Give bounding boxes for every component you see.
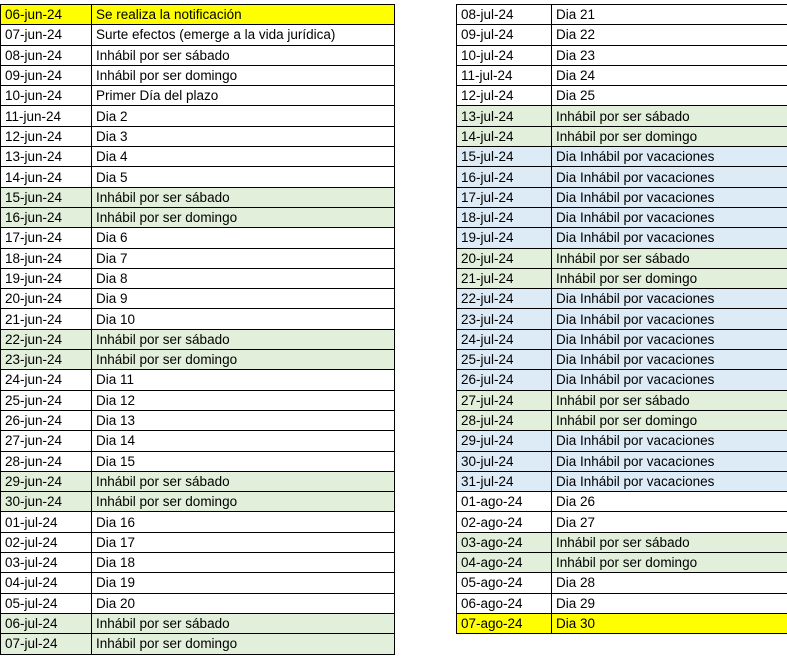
table-row [1, 207, 395, 227]
table-row [1, 410, 395, 430]
date-cell: 25-jul-24 [457, 350, 552, 370]
description-cell: Dia 22 [552, 25, 787, 45]
description-cell: Dia Inhábil por vacaciones [552, 228, 787, 248]
description-cell: Dia 29 [552, 593, 787, 613]
table-row [1, 431, 395, 451]
table-row [1, 65, 395, 85]
date-cell: 10-jul-24 [457, 45, 552, 65]
table-row [1, 147, 395, 167]
description-cell: Inhábil por ser domingo [92, 634, 395, 654]
date-cell: 08-jul-24 [457, 5, 552, 25]
table-row [1, 329, 395, 349]
description-cell: Surte efectos (emerge a la vida jurídica) [92, 25, 395, 45]
description-cell: Dia Inhábil por vacaciones [552, 451, 787, 471]
description-cell: Dia Inhábil por vacaciones [552, 289, 787, 309]
date-cell: 13-jul-24 [457, 106, 552, 126]
date-cell: 15-jul-24 [457, 147, 552, 167]
date-cell: 11-jun-24 [1, 106, 92, 126]
date-cell: 17-jun-24 [1, 228, 92, 248]
date-cell: 14-jun-24 [1, 167, 92, 187]
table-row [457, 147, 787, 167]
description-cell: Inhábil por ser sábado [92, 613, 395, 633]
date-cell: 24-jul-24 [457, 329, 552, 349]
table-row [1, 106, 395, 126]
date-cell: 19-jun-24 [1, 268, 92, 288]
date-cell: 14-jul-24 [457, 126, 552, 146]
date-cell: 01-jul-24 [1, 512, 92, 532]
table-row [1, 248, 395, 268]
date-cell: 11-jul-24 [457, 65, 552, 85]
table-row [457, 532, 787, 552]
table-row [1, 613, 395, 633]
table-row [457, 65, 787, 85]
date-cell: 25-jun-24 [1, 390, 92, 410]
left-table-body [1, 5, 395, 655]
date-cell: 31-jul-24 [457, 471, 552, 491]
date-cell: 26-jul-24 [457, 370, 552, 390]
date-cell: 21-jun-24 [1, 309, 92, 329]
description-cell: Dia 11 [92, 370, 395, 390]
description-cell: Inhábil por ser domingo [92, 65, 395, 85]
table-row [1, 573, 395, 593]
description-cell: Dia Inhábil por vacaciones [552, 207, 787, 227]
date-cell: 20-jun-24 [1, 289, 92, 309]
description-cell: Inhábil por ser sábado [92, 329, 395, 349]
description-cell: Dia Inhábil por vacaciones [552, 431, 787, 451]
description-cell: Dia 23 [552, 45, 787, 65]
date-cell: 21-jul-24 [457, 268, 552, 288]
description-cell: Inhábil por ser domingo [92, 350, 395, 370]
table-row [1, 228, 395, 248]
table-row [457, 329, 787, 349]
description-cell: Dia 26 [552, 492, 787, 512]
date-cell: 05-jul-24 [1, 593, 92, 613]
description-cell: Dia 17 [92, 532, 395, 552]
right-table-body [457, 5, 787, 634]
description-cell: Inhábil por ser domingo [552, 126, 787, 146]
date-cell: 24-jun-24 [1, 370, 92, 390]
date-cell: 28-jul-24 [457, 410, 552, 430]
table-row [1, 532, 395, 552]
right-calendar-table [456, 4, 787, 634]
description-cell: Dia Inhábil por vacaciones [552, 370, 787, 390]
table-row [457, 167, 787, 187]
date-cell: 03-ago-24 [457, 532, 552, 552]
table-row [457, 45, 787, 65]
description-cell: Dia 13 [92, 410, 395, 430]
date-cell: 18-jul-24 [457, 207, 552, 227]
table-row [457, 5, 787, 25]
description-cell: Dia 14 [92, 431, 395, 451]
description-cell: Dia 16 [92, 512, 395, 532]
date-cell: 23-jun-24 [1, 350, 92, 370]
description-cell: Inhábil por ser sábado [552, 106, 787, 126]
description-cell: Dia 7 [92, 248, 395, 268]
table-row [457, 187, 787, 207]
table-row [1, 45, 395, 65]
date-cell: 22-jun-24 [1, 329, 92, 349]
date-cell: 27-jul-24 [457, 390, 552, 410]
table-row [457, 228, 787, 248]
table-row [457, 289, 787, 309]
table-row [1, 634, 395, 654]
description-cell: Inhábil por ser sábado [92, 471, 395, 491]
description-cell: Inhábil por ser domingo [552, 410, 787, 430]
date-cell: 23-jul-24 [457, 309, 552, 329]
date-cell: 01-ago-24 [457, 492, 552, 512]
table-row [457, 512, 787, 532]
table-row [457, 593, 787, 613]
table-row [1, 593, 395, 613]
table-row [1, 451, 395, 471]
description-cell: Dia 10 [92, 309, 395, 329]
description-cell: Dia 5 [92, 167, 395, 187]
table-row [457, 471, 787, 491]
table-row [457, 126, 787, 146]
date-cell: 05-ago-24 [457, 573, 552, 593]
description-cell: Dia 21 [552, 5, 787, 25]
table-row [1, 126, 395, 146]
date-cell: 07-ago-24 [457, 613, 552, 633]
date-cell: 18-jun-24 [1, 248, 92, 268]
description-cell: Dia 9 [92, 289, 395, 309]
description-cell: Inhábil por ser sábado [552, 248, 787, 268]
table-row [457, 248, 787, 268]
date-cell: 12-jun-24 [1, 126, 92, 146]
date-cell: 04-jul-24 [1, 573, 92, 593]
date-cell: 08-jun-24 [1, 45, 92, 65]
date-cell: 04-ago-24 [457, 553, 552, 573]
date-cell: 19-jul-24 [457, 228, 552, 248]
description-cell: Dia 2 [92, 106, 395, 126]
date-cell: 06-jul-24 [1, 613, 92, 633]
date-cell: 15-jun-24 [1, 187, 92, 207]
description-cell: Inhábil por ser sábado [552, 532, 787, 552]
description-cell: Dia 8 [92, 268, 395, 288]
description-cell: Inhábil por ser domingo [552, 268, 787, 288]
table-row [457, 309, 787, 329]
table-row [1, 25, 395, 45]
table-row [1, 5, 395, 25]
description-cell: Dia 4 [92, 147, 395, 167]
table-row [1, 390, 395, 410]
description-cell: Dia 6 [92, 228, 395, 248]
description-cell: Se realiza la notificación [92, 5, 395, 25]
date-cell: 28-jun-24 [1, 451, 92, 471]
description-cell: Dia 28 [552, 573, 787, 593]
table-row [1, 289, 395, 309]
table-row [457, 370, 787, 390]
description-cell: Inhábil por ser sábado [92, 45, 395, 65]
description-cell: Dia 27 [552, 512, 787, 532]
date-cell: 13-jun-24 [1, 147, 92, 167]
date-cell: 30-jul-24 [457, 451, 552, 471]
description-cell: Dia 3 [92, 126, 395, 146]
description-cell: Dia Inhábil por vacaciones [552, 350, 787, 370]
table-row [457, 390, 787, 410]
table-row [1, 370, 395, 390]
description-cell: Dia 18 [92, 553, 395, 573]
description-cell: Dia Inhábil por vacaciones [552, 167, 787, 187]
date-cell: 02-ago-24 [457, 512, 552, 532]
table-row [457, 492, 787, 512]
description-cell: Dia 12 [92, 390, 395, 410]
date-cell: 22-jul-24 [457, 289, 552, 309]
description-cell: Inhábil por ser domingo [92, 492, 395, 512]
description-cell: Dia 24 [552, 65, 787, 85]
table-row [457, 451, 787, 471]
date-cell: 17-jul-24 [457, 187, 552, 207]
date-cell: 06-jun-24 [1, 5, 92, 25]
description-cell: Dia Inhábil por vacaciones [552, 147, 787, 167]
description-cell: Dia 20 [92, 593, 395, 613]
left-calendar-table [0, 4, 395, 655]
description-cell: Dia 30 [552, 613, 787, 633]
table-row [457, 410, 787, 430]
table-row [457, 207, 787, 227]
table-row [457, 106, 787, 126]
table-row [457, 350, 787, 370]
table-row [1, 492, 395, 512]
description-cell: Dia Inhábil por vacaciones [552, 329, 787, 349]
table-row [1, 86, 395, 106]
date-cell: 29-jul-24 [457, 431, 552, 451]
date-cell: 09-jun-24 [1, 65, 92, 85]
description-cell: Primer Día del plazo [92, 86, 395, 106]
date-cell: 07-jun-24 [1, 25, 92, 45]
table-row [1, 167, 395, 187]
table-row [1, 512, 395, 532]
table-row [457, 86, 787, 106]
table-row [1, 309, 395, 329]
description-cell: Dia Inhábil por vacaciones [552, 309, 787, 329]
table-row [457, 553, 787, 573]
date-cell: 30-jun-24 [1, 492, 92, 512]
date-cell: 10-jun-24 [1, 86, 92, 106]
date-cell: 02-jul-24 [1, 532, 92, 552]
table-row [457, 613, 787, 633]
table-row [1, 350, 395, 370]
table-row [1, 471, 395, 491]
table-row [457, 25, 787, 45]
date-cell: 09-jul-24 [457, 25, 552, 45]
date-cell: 29-jun-24 [1, 471, 92, 491]
date-cell: 27-jun-24 [1, 431, 92, 451]
date-cell: 06-ago-24 [457, 593, 552, 613]
date-cell: 03-jul-24 [1, 553, 92, 573]
table-row [457, 431, 787, 451]
description-cell: Dia 19 [92, 573, 395, 593]
table-row [1, 553, 395, 573]
date-cell: 16-jul-24 [457, 167, 552, 187]
description-cell: Dia 25 [552, 86, 787, 106]
description-cell: Dia Inhábil por vacaciones [552, 471, 787, 491]
description-cell: Inhábil por ser sábado [92, 187, 395, 207]
description-cell: Inhábil por ser sábado [552, 390, 787, 410]
description-cell: Dia 15 [92, 451, 395, 471]
date-cell: 12-jul-24 [457, 86, 552, 106]
table-row [457, 573, 787, 593]
description-cell: Inhábil por ser domingo [552, 553, 787, 573]
description-cell: Inhábil por ser domingo [92, 207, 395, 227]
date-cell: 20-jul-24 [457, 248, 552, 268]
table-row [1, 268, 395, 288]
date-cell: 07-jul-24 [1, 634, 92, 654]
table-row [457, 268, 787, 288]
date-cell: 16-jun-24 [1, 207, 92, 227]
description-cell: Dia Inhábil por vacaciones [552, 187, 787, 207]
date-cell: 26-jun-24 [1, 410, 92, 430]
table-row [1, 187, 395, 207]
